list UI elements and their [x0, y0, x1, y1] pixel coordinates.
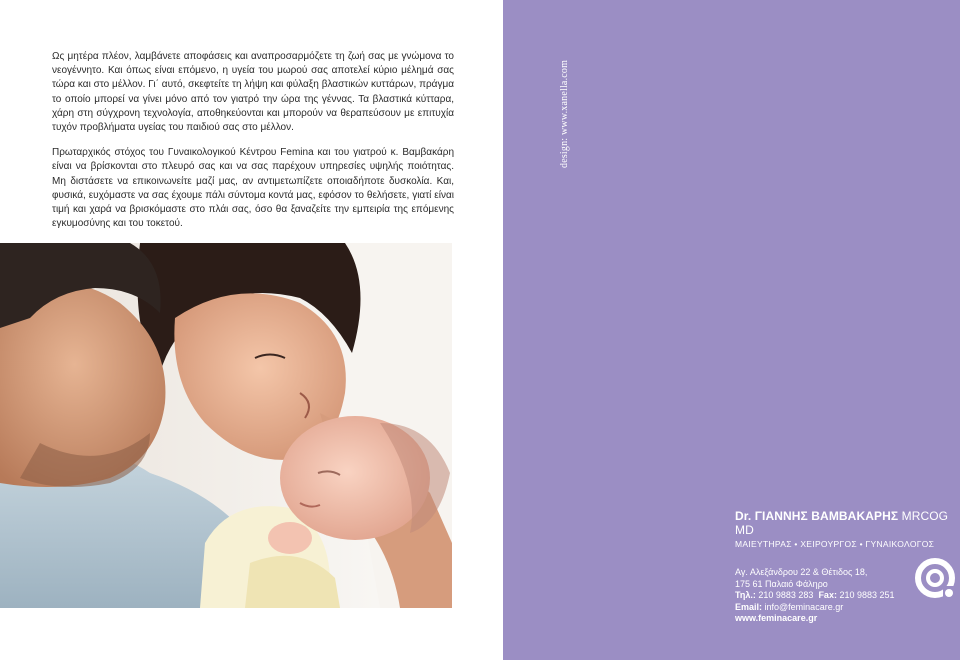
doctor-specialty: ΜΑΙΕΥΤΗΡΑΣ • ΧΕΙΡΟΥΡΓΟΣ • ΓΥΝΑΙΚΟΛΟΓΟΣ [735, 539, 935, 549]
doctor-name [735, 509, 960, 537]
email-label: Email: [735, 601, 763, 612]
fax-number: 210 9883 251 [839, 590, 895, 600]
phone-number[interactable]: 210 9883 283 [758, 590, 814, 600]
address-line-2: 175 61 Παλαιό Φάληρο [735, 578, 828, 589]
parents-newborn-photo [0, 243, 452, 608]
photo-illustration [0, 243, 452, 608]
doctor-degree: MRCOG MD [735, 509, 949, 537]
phone-label: Τηλ.: [735, 590, 756, 600]
fax-label: Fax: [818, 590, 837, 600]
doctor-name-text: Dr. ΓΙΑΝΝΗΣ ΒΑΜΒΑΚΑΡΗΣ [735, 509, 899, 523]
email-line [735, 602, 960, 614]
femina-circle-logo-icon [913, 556, 957, 600]
website-link[interactable] [735, 613, 960, 625]
email-address[interactable]: info@feminacare.gr [764, 601, 844, 612]
design-credit: design: www.xanella.com [559, 59, 570, 168]
address-line-1: Αγ. Αλεξάνδρου 22 & Θέτιδος 18, [735, 567, 868, 577]
body-paragraph-2: Πρωταρχικός στόχος του Γυναικολογικού Κέντρου Femina και του γιατρού κ. Βαμβακάρη είναι να βρίσκονται στο πλευρό σας και να σας παρέχουν υπηρεσίες υψηλής ποιότητας. Μη διστάσετε να επικοινωνείτε μαζί μας, αν αντιμετωπίζετε οποιαδήποτε δυσκολία. Και, φυσικά, ευχόμαστε να σας έχουμε πάλι σύντομα κοντά μας, εφόσον το θελήσετε, γιατί είναι τιμή και χαρά να βρισκόμαστε στο πλάι σας, όσο θα ξαναζείτε την εμπειρία της επόμενης εγκυμοσύνης και του τοκετού. [52, 147, 454, 230]
body-paragraph-1: Ως μητέρα πλέον, λαμβάνετε αποφάσεις και αναπροσαρμόζετε τη ζωή σας με γνώμονα το νεογέννητο. Και όπως είναι επόμενο, η υγεία του μωρού σας αποτελεί κύριο μέλημά σας τώρα και στο μέλλον. Γι΄ αυτό, σκεφτείτε τη λήψη και φύλαξη βλαστικών κυττάρων, πράγμα το οποίο μπορεί να γίνει μόνο από τον γιατρό την ώρα της γέννας. Τα βλαστικά κύτταρα, χάρη στη σύγχρονη τεχνολογία, αποθηκεύονται και μπορούν να θεραπεύσουν με επιτυχία τυχόν προβλήματα υγείας του παιδιού σας στο μέλλον. [52, 51, 454, 134]
website-text[interactable]: www.feminacare.gr [735, 613, 818, 623]
body-text-block [52, 50, 454, 231]
